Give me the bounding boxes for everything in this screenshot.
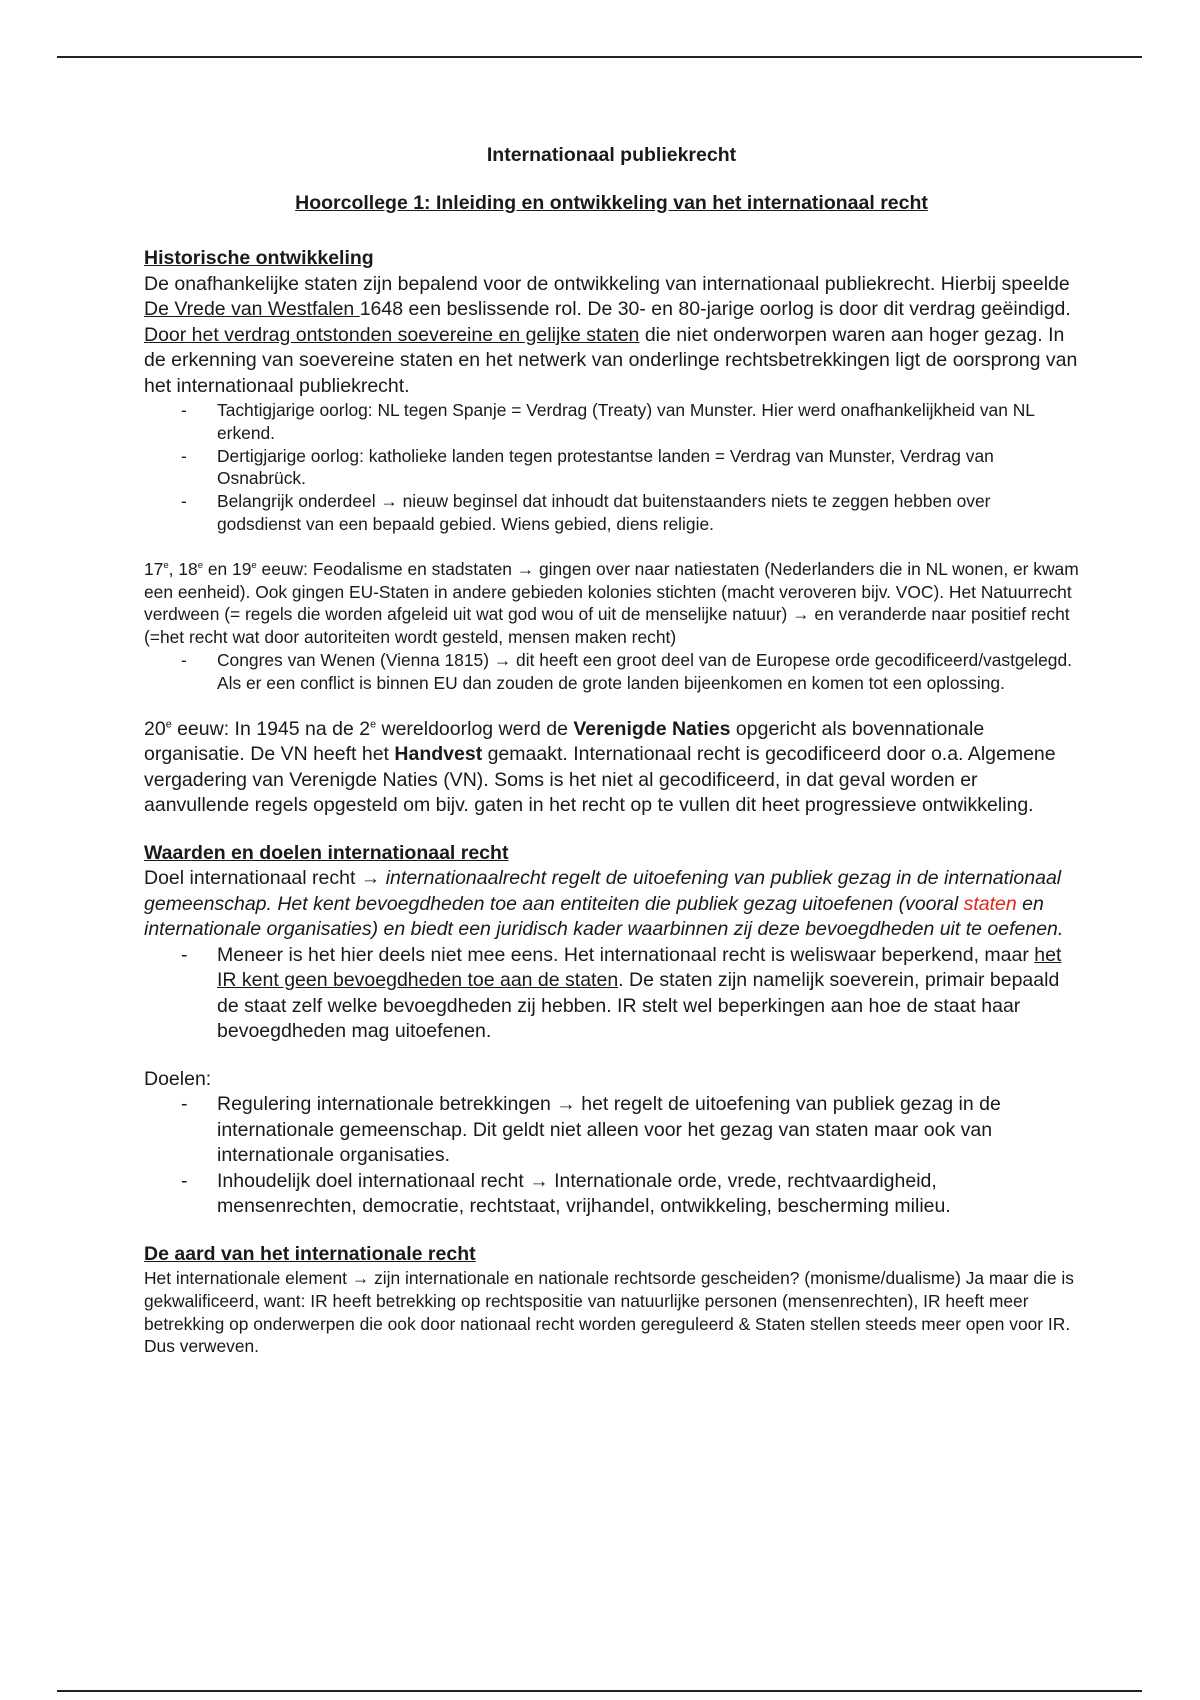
nature-paragraph: Het internationale element → zijn internationale en nationale rechtsorde gescheiden? (monisme/dualisme) Ja maar die is gekwalificeerd, want: IR heeft betrekking op rechtspositie van natuurlijke personen (mensenrechten), IR heeft meer betrekking op onderwerpen die ook door nationaal recht worden gereguleerd & Staten stellen steeds meer open voor IR. Dus verweven. (144, 1268, 1074, 1357)
section-heading-nature: De aard van het internationale recht (144, 1242, 476, 1265)
text-run: . De staten zijn namelijk soeverein, primair bepaald de staat zelf welke bevoegdheden zij hebben. IR stelt wel beperkingen aan hoe de staat haar bevoegdheden mag uitoefenen. (217, 969, 1060, 1043)
lecture-title: Hoorcollege 1: Inleiding en ontwikkeling van het internationaal recht (295, 192, 928, 214)
italic-text: internationaalrecht regelt de uitoefening van publiek gezag in de internationaal gemeenschap. Het kent bevoegdheden toe aan entiteiten die publiek gezag uitoefenen (vooral (144, 867, 1062, 915)
text-run: 18 (178, 558, 198, 579)
twentieth-century-paragraph (144, 717, 1079, 819)
text-run: 1648 een beslissende rol. De 30- en 80-jarige oorlog is door dit verdrag geëindigd. (359, 298, 1071, 320)
underlined-text: Door het verdrag ontstonden soevereine en gelijke staten (144, 323, 640, 346)
underlined-text: het IR kent geen bevoegdheden toe aan de staten (217, 943, 1062, 992)
goals-bullet-list (144, 1092, 1079, 1220)
text-run: Doel internationaal recht → (144, 867, 386, 890)
centuries-paragraph (144, 558, 1079, 649)
italic-text: en internationale organisaties) en biedt een juridisch kader waarbinnen zij deze bevoegdheden uit te oefenen. (144, 892, 1064, 941)
text-run: eeuw: Feodalisme en stadstaten → gingen over naar natiestaten (Nederlanders die in NL wonen, er kwam een eenheid). Ook gingen EU-Staten in andere gebieden kolonies stichten (macht veroveren bijv. VOC). Het Natuurrecht verdween (= regels die worden afgeleid uit wat god wou of uit de menselijke natuur) → en veranderde naar positief recht (=het recht wat door autoriteiten wordt gesteld, mensen maken recht) (144, 558, 1079, 648)
opinion-bullet-list (144, 943, 1079, 1045)
bottom-rule (57, 1690, 1142, 1692)
text-run: wereldoorlog werd de (376, 717, 574, 740)
text-run: gemaakt. Internationaal recht is gecodificeerd door o.a. Algemene vergadering van Verenigde Naties (VN). Soms is het niet al gecodificeerd, in dat geval worden er aanvullende regels opgesteld om bijv. gaten in het recht op te vullen dit heet progressieve ontwikkeling. (144, 743, 1056, 817)
text-run: Meneer is het hier deels niet mee eens. Het internationaal recht is weliswaar beperkend, maar (217, 943, 1035, 966)
list-item: - Congres van Wenen (Vienna 1815) → dit heeft een groot deel van de Europese orde gecodificeerd/vastgelegd. Als er een conflict is binnen EU dan zouden de grote landen bijeenkomen en komen tot een oplossing. (144, 649, 1079, 695)
text-run: die niet onderworpen waren aan hoger gezag. In de erkenning van soevereine staten en het netwerk van onderlinge rechtsbetrekkingen ligt de oorsprong van het internationaal publiekrecht. (144, 323, 1078, 397)
text-run: , (168, 558, 179, 579)
text-run: opgericht als bovennationale organisatie. De VN heeft het (144, 717, 985, 766)
highlighted-text: staten (963, 892, 1017, 915)
goals-label: Doelen: (144, 1067, 212, 1090)
underlined-text: De Vrede van Westfalen (144, 298, 360, 320)
list-item: - Tachtigjarige oorlog: NL tegen Spanje = Verdrag (Treaty) van Munster. Hier werd onafhankelijkheid van NL erkend. (144, 399, 1079, 445)
text-run: 17 (144, 558, 164, 579)
superscript: e (163, 559, 169, 571)
goal-paragraph (144, 866, 1079, 943)
text-run: en (203, 558, 233, 579)
bold-text: Handvest (394, 743, 483, 766)
text-run: 19 (232, 558, 252, 579)
list-item: - Inhoudelijk doel internationaal recht → Internationale orde, vrede, rechtvaardigheid, mensenrechten, democratie, rechtstaat, vrijhandel, ontwikkeling, bescherming milieu. (144, 1169, 1079, 1220)
section-heading-values: Waarden en doelen internationaal recht (144, 841, 509, 864)
superscript: e (251, 559, 257, 571)
page-title: Internationaal publiekrecht (486, 144, 737, 166)
text-run: eeuw: In 1945 na de 2 (171, 717, 371, 740)
text-run: 20 (144, 717, 166, 740)
superscript: e (197, 559, 204, 571)
list-item: - Dertigjarige oorlog: katholieke landen tegen protestantse landen = Verdrag van Munster, Verdrag van Osnabrück. (144, 445, 1079, 491)
list-item: - Belangrijk onderdeel → nieuw beginsel dat inhoudt dat buitenstaanders niets te zeggen hebben over godsdienst van een bepaald gebied. Wiens gebied, diens religie. (144, 490, 1079, 536)
history-paragraph (144, 272, 1079, 400)
top-rule (57, 56, 1142, 58)
superscript: e (165, 718, 172, 731)
list-item: - Regulering internationale betrekkingen → het regelt de uitoefening van publiek gezag in de internationale gemeenschap. Dit geldt niet alleen voor het gezag van staten maar ook van internationale organisaties. (144, 1092, 1079, 1169)
centuries-bullet-list (144, 649, 1079, 695)
list-item (144, 943, 1079, 1045)
history-bullet-list (144, 399, 1079, 536)
document-body (144, 142, 1079, 1358)
text-run: De onafhankelijke staten zijn bepalend voor de ontwikkeling van internationaal publiekrecht. Hierbij speelde (144, 272, 1070, 295)
bold-text: Verenigde Naties (573, 717, 731, 740)
section-heading-history: Historische ontwikkeling (144, 247, 374, 269)
superscript: e (370, 718, 377, 731)
